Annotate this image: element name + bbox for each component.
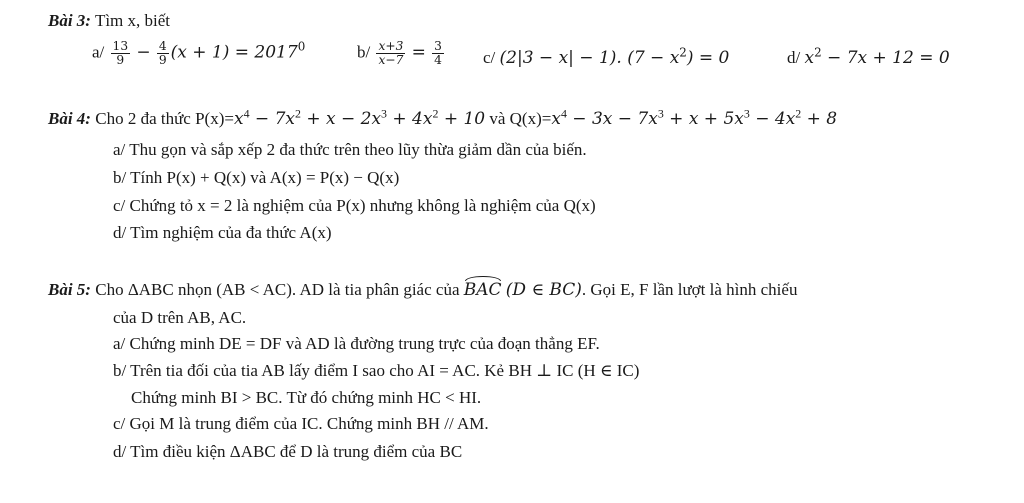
bai4-item-b: b/ Tính P(x) + Q(x) và A(x) = P(x) − Q(x) — [113, 168, 400, 187]
bai3-a-minus: − — [136, 42, 151, 63]
bai4-title: Bài 4: — [48, 109, 91, 128]
bai3-c-label: c/ — [483, 48, 496, 67]
bai3-a-frac1 — [111, 40, 131, 67]
bai4-item-c: c/ Chứng tỏ x = 2 là nghiệm của P(x) nhưng không là nghiệm của Q(x) — [113, 196, 596, 215]
bai3-c-expr: (2|3 − x| − 1). (7 − x — [499, 48, 680, 68]
bai4-q-part8: + 8 — [801, 109, 838, 129]
bai3-b-frac2-num: 3 — [434, 39, 442, 53]
bai3-a-frac1-den: 9 — [116, 52, 125, 67]
bai3-d-exp: 2 — [814, 45, 822, 60]
bai5-intro: Cho ΔABC nhọn (AB < AC). AD là tia phân giác của — [95, 280, 460, 299]
bai5-heading — [48, 280, 797, 300]
bai4-p-part1: 4 — [243, 106, 250, 121]
bai3-title: Bài 3: — [48, 11, 91, 30]
bai3-a-label: a/ — [92, 42, 105, 62]
bai3-c-exp: 2 — [679, 45, 687, 60]
bai3-a-exp: 0 — [297, 39, 306, 54]
bai3-b-frac1 — [376, 40, 405, 67]
bai4-va: và — [489, 109, 506, 128]
bai3-a-frac2 — [157, 40, 169, 67]
bai4-p-part5: 3 — [381, 106, 387, 121]
bai4-p-part8: + 10 — [438, 109, 486, 129]
bai3-item-b — [357, 40, 446, 67]
bai3-d-expr-b: − 7x + 12 = 0 — [821, 48, 950, 68]
bai4-p-part2: − 7x — [249, 109, 295, 129]
bai3-b-eq: = — [411, 42, 426, 63]
bai4-q-part3: 3 — [657, 106, 664, 121]
bai4-p-part4: + x − 2x — [300, 109, 382, 129]
bai4-q-part2: − 3x − 7x — [566, 109, 658, 129]
bai4-q-part1: 4 — [560, 106, 567, 121]
bai4-q-intro: Q(x)= — [509, 109, 552, 128]
bai4-q-part4: + x + 5x — [663, 109, 744, 129]
bai5-item-b-cont: Chứng minh BI > BC. Từ đó chứng minh HC < HI. — [131, 388, 482, 407]
bai3-d-label: d/ — [787, 48, 801, 67]
bai4-p-part6: + 4x — [387, 109, 433, 129]
bai5-item-a: a/ Chứng minh DE = DF và AD là đường trung trực của đoạn thẳng EF. — [113, 334, 600, 353]
bai3-item-c — [483, 45, 730, 68]
bai3-a-rest: (x + 1) = 2017 — [170, 42, 298, 63]
bai3-b-frac1-den: x−7 — [378, 52, 404, 67]
bai3-b-frac1-num: x+3 — [378, 39, 404, 53]
bai4-item-d: d/ Tìm nghiệm của đa thức A(x) — [113, 223, 332, 242]
bai4-heading — [48, 106, 838, 129]
bai3-a-frac2-num: 4 — [158, 39, 167, 53]
bai3-task: Tìm x, biết — [94, 11, 171, 30]
bai3-b-label: b/ — [357, 42, 371, 62]
bai3-b-frac2-den: 4 — [434, 52, 442, 67]
bai3-a-frac2-den: 9 — [158, 52, 167, 67]
bai3-b-frac2 — [432, 40, 444, 67]
bai3-d-expr-a: x — [804, 48, 815, 68]
bai4-q-part7: 2 — [795, 106, 802, 121]
bai4-q-part5: 3 — [743, 106, 750, 121]
bai5-item-b: b/ Trên tia đối của tia AB lấy điểm I sao cho AI = AC. Kẻ BH ⊥ IC (H ∈ IC) — [113, 361, 640, 380]
bai5-cond: (D ∈ BC) — [505, 280, 582, 300]
bai4-item-a: a/ Thu gọn và sắp xếp 2 đa thức trên theo lũy thừa giảm dần của biến. — [113, 140, 587, 159]
bai3-item-a — [92, 40, 305, 67]
bai3-item-d — [787, 45, 950, 68]
bai5-intro2: của D trên AB, AC. — [113, 308, 247, 327]
bai3-a-frac1-num: 13 — [112, 39, 129, 53]
bai5-tail: . Gọi E, F lần lượt là hình chiếu — [581, 280, 798, 299]
bai4-q-part6: − 4x — [749, 109, 796, 129]
bai4-intro: Cho 2 đa thức P(x)= — [95, 109, 234, 128]
bai3-heading — [48, 11, 170, 31]
bai5-item-d: d/ Tìm điều kiện ΔABC để D là trung điểm của BC — [113, 442, 463, 461]
bai5-angle: BAC — [463, 280, 502, 300]
bai4-p-part7: 2 — [432, 106, 439, 121]
bai3-c-end: ) = 0 — [686, 48, 730, 68]
bai4-p-part0: x — [233, 109, 244, 129]
bai4-q-part0: x — [551, 109, 561, 129]
bai4-p-part3: 2 — [294, 106, 301, 121]
bai5-title: Bài 5: — [48, 280, 91, 299]
bai5-item-c: c/ Gọi M là trung điểm của IC. Chứng minh BH // AM. — [113, 414, 489, 433]
